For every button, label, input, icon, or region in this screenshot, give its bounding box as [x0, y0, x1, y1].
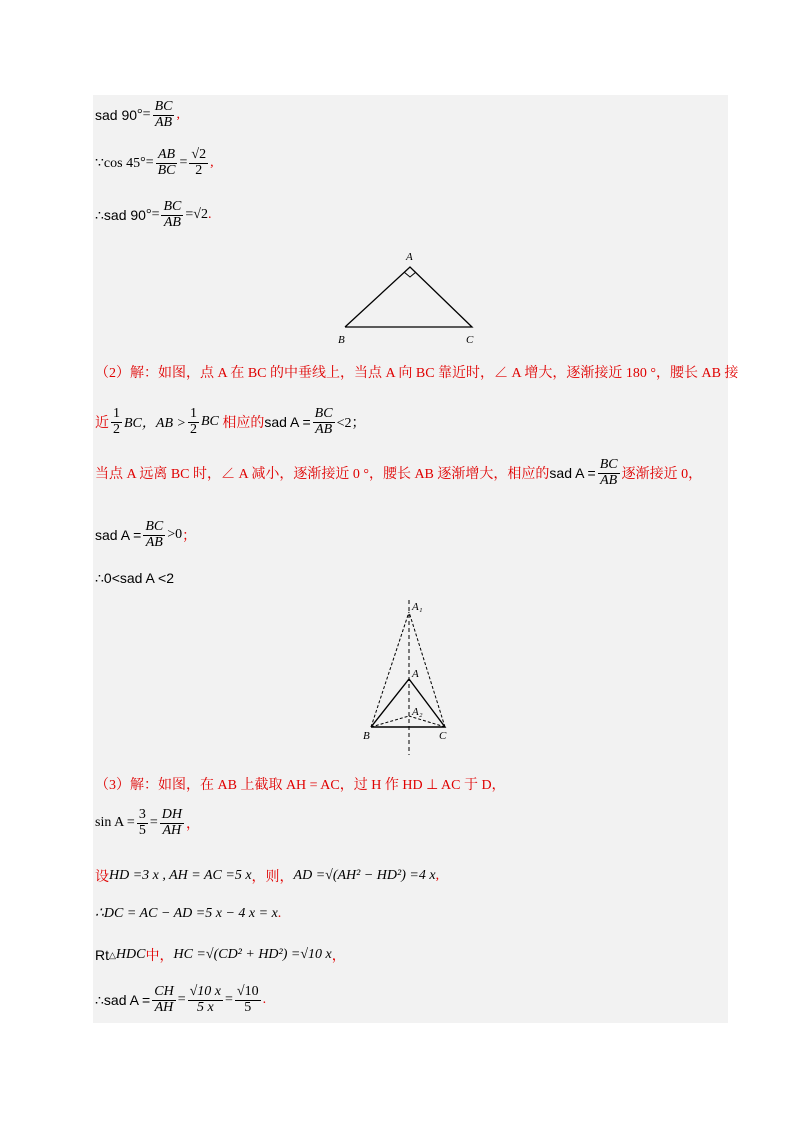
denominator: 2 — [189, 421, 197, 437]
numerator: BC — [154, 99, 173, 114]
numerator: 1 — [113, 406, 120, 421]
line-hc — [95, 945, 346, 965]
text: . — [207, 207, 212, 223]
numerator: BC — [599, 457, 618, 472]
text: 近 — [95, 416, 109, 432]
text: sad A = — [264, 414, 311, 431]
fraction — [143, 520, 165, 550]
fraction — [313, 407, 335, 437]
text: ° — [137, 107, 143, 123]
text: , — [210, 155, 214, 171]
text: = — [145, 155, 154, 171]
fraction — [111, 407, 122, 437]
numerator: BC — [145, 519, 164, 534]
text: Rt — [95, 947, 109, 963]
segment-b-a1 — [371, 612, 409, 727]
label-b: B — [338, 334, 345, 346]
text: ∴sad 90 — [95, 206, 146, 223]
text: 设 — [95, 870, 109, 885]
text: = — [179, 155, 188, 171]
denominator: 5 x — [196, 999, 214, 1015]
text: = — [142, 107, 151, 123]
triangle-figure-1 — [330, 245, 490, 350]
text: . — [262, 992, 267, 1008]
denominator: AH — [162, 822, 182, 838]
fraction — [235, 985, 261, 1015]
text: ∴sad A = — [95, 991, 151, 1008]
text: （3）解：如图，在 AB 上截取 AH = AC，过 H 作 HD ⊥ AC 于 D， — [95, 778, 506, 793]
text: <2； — [336, 416, 366, 432]
fraction — [152, 985, 175, 1015]
label-b: B — [363, 730, 370, 742]
label-a1: A₁ — [412, 601, 423, 613]
denominator: AB — [154, 114, 173, 130]
text: HC =√(CD² + HD²) =√10 x — [173, 947, 332, 962]
numerator: BC — [163, 199, 182, 214]
text: sin A = — [95, 815, 135, 831]
fraction — [188, 985, 223, 1015]
numerator: DH — [161, 807, 182, 822]
denominator: BC — [157, 162, 176, 178]
text: HD =3 x , AH = AC =5 x — [109, 868, 252, 883]
denominator: 2 — [195, 162, 203, 178]
line-dc — [95, 905, 281, 922]
denominator: AB — [315, 421, 333, 437]
text: ∴DC = AC − AD =5 x − 4 x = x — [95, 906, 278, 921]
text: = — [177, 992, 186, 1008]
text: BC，AB > — [124, 416, 186, 432]
line-sad-a-result — [95, 985, 266, 1015]
text: = — [149, 815, 158, 831]
fraction — [156, 148, 178, 178]
text: 中， — [145, 949, 174, 964]
line-sad90-result — [95, 200, 211, 230]
text: , — [176, 107, 180, 123]
fraction — [188, 407, 199, 437]
label-a2: A₂ — [412, 706, 423, 718]
right-angle-mark — [404, 272, 416, 277]
numerator: BC — [314, 406, 333, 421]
label-c: C — [466, 334, 474, 346]
text: ° — [140, 155, 146, 171]
line-set-variables — [95, 866, 439, 886]
text: ° — [145, 207, 152, 223]
text: 相应的 — [222, 416, 265, 432]
denominator: AB — [163, 214, 181, 230]
text: 当点 A 远离 BC 时，∠ A 减小，逐渐接近 0 °，腰长 AB 逐渐增大，相应的 — [95, 467, 550, 483]
numerator: 1 — [189, 406, 197, 421]
denominator: AB — [600, 472, 618, 488]
text: AD =√(AH² − HD²) =4 x — [293, 868, 436, 883]
line-cos45 — [95, 148, 214, 178]
label-a: A — [406, 251, 413, 263]
triangle-figure-2 — [355, 595, 465, 760]
text: ， — [331, 949, 346, 964]
denominator: 2 — [113, 421, 120, 437]
text: HDC — [115, 947, 146, 962]
text: , — [435, 868, 440, 883]
text: ，则， — [251, 870, 294, 885]
triangle-icon: △ — [109, 949, 116, 960]
line-part2-limit-lower — [95, 458, 702, 488]
label-c: C — [439, 730, 447, 742]
fraction — [189, 148, 208, 178]
text: ∵cos 45 — [95, 155, 141, 171]
text: . — [277, 905, 282, 921]
text: sad A = — [95, 527, 142, 544]
fraction — [160, 808, 184, 838]
numerator: √10 — [236, 984, 259, 999]
text: 逐渐接近 0， — [621, 467, 703, 483]
fraction — [161, 200, 183, 230]
numerator: √10 x — [189, 984, 221, 999]
text: = — [151, 207, 160, 223]
line-sad-range — [95, 570, 174, 587]
line-sad90-def — [95, 100, 180, 130]
text: sad 90 — [95, 107, 138, 124]
line-sad-positive — [95, 520, 196, 550]
text: =√2 — [185, 207, 208, 223]
segment-b-a2 — [371, 716, 409, 727]
text: （2）解：如图，点 A 在 BC 的中垂线上，当点 A 向 BC 靠近时，∠ A 增大，逐渐接近 180 °，腰长 AB 接 — [95, 366, 739, 381]
fraction — [137, 808, 148, 838]
fraction — [153, 100, 175, 130]
text: sad A = — [549, 465, 596, 482]
line-part3-intro — [95, 774, 506, 794]
text: BC — [200, 414, 219, 430]
line-sin-a — [95, 808, 200, 838]
line-part2-intro — [95, 362, 738, 382]
triangle-abc — [371, 679, 445, 727]
text: ∴0<sad A <2 — [95, 570, 174, 586]
label-a: A — [412, 668, 419, 680]
text: ； — [182, 529, 197, 545]
numerator: CH — [154, 984, 174, 999]
numerator: AB — [157, 147, 176, 162]
denominator: 5 — [138, 822, 146, 838]
denominator: AB — [145, 534, 163, 550]
line-part2-limit-upper — [95, 407, 365, 437]
denominator: AH — [154, 999, 174, 1015]
text: = — [225, 992, 233, 1008]
numerator: 3 — [138, 807, 146, 822]
denominator: 5 — [244, 999, 252, 1015]
text: >0 — [167, 527, 183, 543]
numerator: √2 — [191, 147, 207, 162]
text: ， — [185, 817, 200, 833]
fraction — [598, 458, 620, 488]
